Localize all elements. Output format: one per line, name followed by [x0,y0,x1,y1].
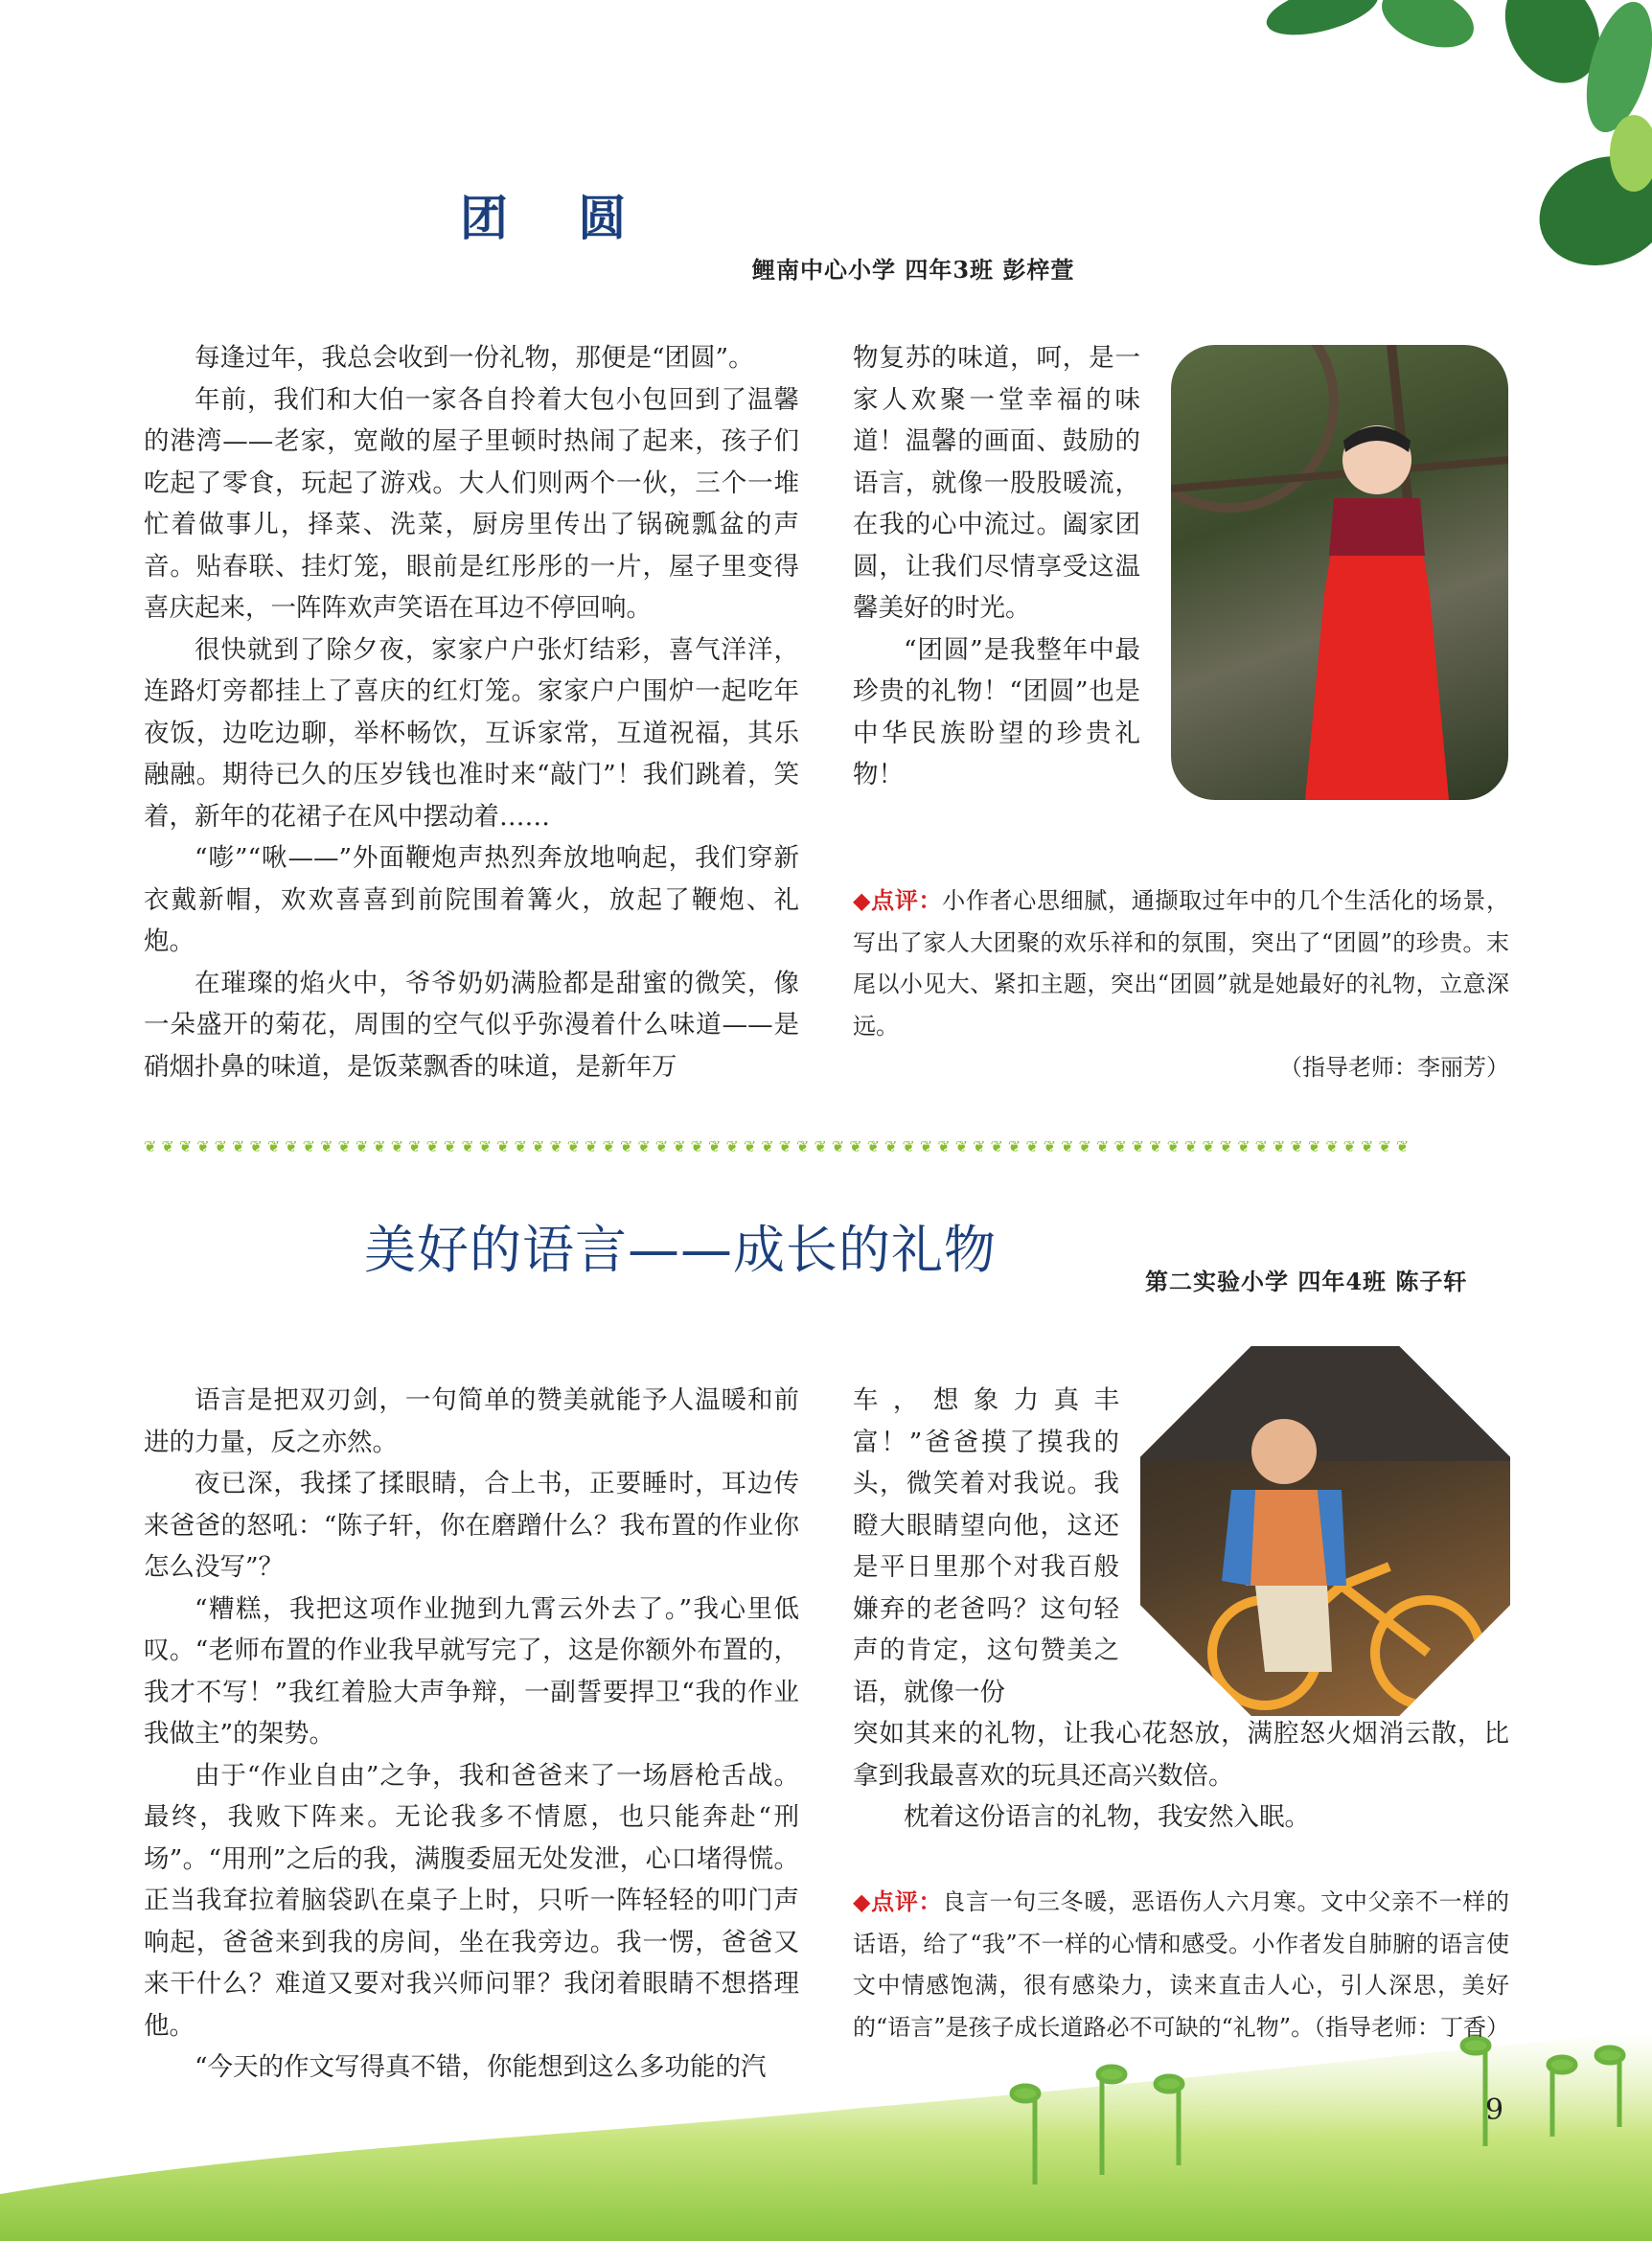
article1-comment-text: 小作者心思细腻，通撷取过年中的几个生活化的场景，写出了家人大团聚的欢乐祥和的氛围，突出了“团圆”的珍贵。末尾以小见大、紧扣主题，突出“团圆”就是她最好的礼物，立意深远。 [853,887,1509,1040]
article1-paragraph: 在璀璨的焰火中，爷爷奶奶满脸都是甜蜜的微笑，像一朵盛开的菊花，周围的空气似乎弥漫着什么味道——是硝烟扑鼻的味道，是饭菜飘香的味道，是新年万 [144,968,799,1082]
article1-comment-label: ◆点评： [853,886,943,914]
article2-comment [853,1881,1509,2048]
article2-paragraph: 车，想象力真丰富！”爸爸摸了摸我的头，微笑着对我说。我瞪大眼睛望向他，这还是平日里那个对我百般嫌弃的老爸吗？这句轻声的肯定，这句赞美之语，就像一份 [853,1385,1119,1707]
article1-paragraph: 年前，我们和大伯一家各自拎着大包小包回到了温馨的港湾——老家，宽敞的屋子里顿时热闹了起来，孩子们吃起了零食，玩起了游戏。大人们则两个一伙，三个一堆忙着做事儿，择菜、洗菜，厨房里传出了锅碗瓢盆的声音。贴春联、挂灯笼，眼前是红彤彤的一片，屋子里变得喜庆起来，一阵阵欢声笑语在耳边不停回响。 [144,384,799,623]
article2-comment-text: 良言一句三冬暖，恶语伤人六月寒。文中父亲不一样的话语，给了“我”不一样的心情和感受。小作者发自肺腑的语言使文中情感饱满，很有感染力，读来直击人心，引人深思，美好的“语言”是孩子成长道路必不可缺的“礼物”。 [853,1888,1509,2041]
article2-paragraph: 夜已深，我揉了揉眼睛，合上书，正要睡时，耳边传来爸爸的怒吼：“陈子轩，你在磨蹭什么？我布置的作业你怎么没写”？ [144,1469,799,1582]
article2-paragraph: 突如其来的礼物，让我心花怒放，满腔怒火烟消云散，比拿到我最喜欢的玩具还高兴数倍。 [853,1719,1509,1791]
article2-title: 美好的语言——成长的礼物 [364,1220,997,1280]
article1-left-column [144,337,799,1087]
article1-right-column [853,337,1140,796]
article2-right-wide-column [853,1713,1509,1839]
article2-right-narrow-column [853,1380,1119,1713]
article1-teacher: （指导老师：李丽芳） [1279,1054,1509,1081]
article1-paragraph: “团圆”是我整年中最珍贵的礼物！“团圆”也是中华民族盼望的珍贵礼物！ [853,634,1140,789]
article1-title: 团 圆 [460,191,654,246]
article2-comment-label: ◆点评： [853,1887,943,1915]
article1-paragraph: “嘭”“啾——”外面鞭炮声热烈奔放地响起，我们穿新衣戴新帽，欢欢喜喜到前院围着篝火，放起了鞭炮、礼炮。 [144,843,799,956]
article1-paragraph: 每逢过年，我总会收到一份礼物，那便是“团圆”。 [195,343,754,373]
article2-paragraph: 由于“作业自由”之争，我和爸爸来了一场唇枪舌战。最终，我败下阵来。无论我多不情愿，也只能奔赴“刑场”。“用刑”之后的我，满腹委屈无处发泄，心口堵得慌。正当我耷拉着脑袋趴在桌子上时，只听一阵轻轻的叩门声响起，爸爸来到我的房间，坐在我旁边。我一愣，爸爸又来干什么？难道又要对我兴师问罪？我闭着眼睛不想搭理他。 [144,1760,799,2041]
section-divider: ❦❦❦❦❦❦❦❦❦❦❦❦❦❦❦❦❦❦❦❦❦❦❦❦❦❦❦❦❦❦❦❦❦❦❦❦❦❦❦❦❦❦❦❦❦❦❦❦❦❦❦❦❦❦❦❦❦❦❦❦❦❦❦❦❦❦❦❦❦❦❦❦ [144,1140,1414,1154]
article2-left-column [144,1380,799,2089]
article2-paragraph: 枕着这份语言的礼物，我安然入眠。 [904,1802,1310,1832]
article2-author-photo [1140,1346,1510,1716]
article1-paragraph: 物复苏的味道，呵，是一家人欢聚一堂幸福的味道！温馨的画面、鼓励的语言，就像一股股暖流，在我的心中流过。阖家团圆，让我们尽情享受这温馨美好的时光。 [853,343,1140,623]
leaf-decoration-icon [1236,0,1652,326]
article1-paragraph: 很快就到了除夕夜，家家户户张灯结彩，喜气洋洋，连路灯旁都挂上了喜庆的红灯笼。家家户户围炉一起吃年夜饭，边吃边聊，举杯畅饮，互诉家常，互道祝福，其乐融融。期待已久的压岁钱也准时来“敲门”！我们跳着，笑着，新年的花裙子在风中摆动着…… [144,634,799,832]
article2-paragraph: “糟糕，我把这项作业抛到九霄云外去了。”我心里低叹。“老师布置的作业我早就写完了，这是你额外布置的，我才不写！”我红着脸大声争辩，一副誓要捍卫“我的作业我做主”的架势。 [144,1593,799,1749]
article1-byline: 鲤南中心小学 四年3班 彭梓萱 [752,256,1075,284]
article2-teacher: （指导老师：丁香） [1302,2013,1509,2041]
article2-byline: 第二实验小学 四年4班 陈子轩 [1145,1268,1468,1295]
article2-paragraph: “今天的作文写得真不错，你能想到这么多功能的汽 [195,2052,767,2082]
page-number: 9 [1485,2093,1504,2127]
article2-paragraph: 语言是把双刃剑，一句简单的赞美就能予人温暖和前进的力量，反之亦然。 [144,1385,799,1457]
article1-comment [853,880,1509,1089]
article1-author-photo [1171,345,1508,800]
